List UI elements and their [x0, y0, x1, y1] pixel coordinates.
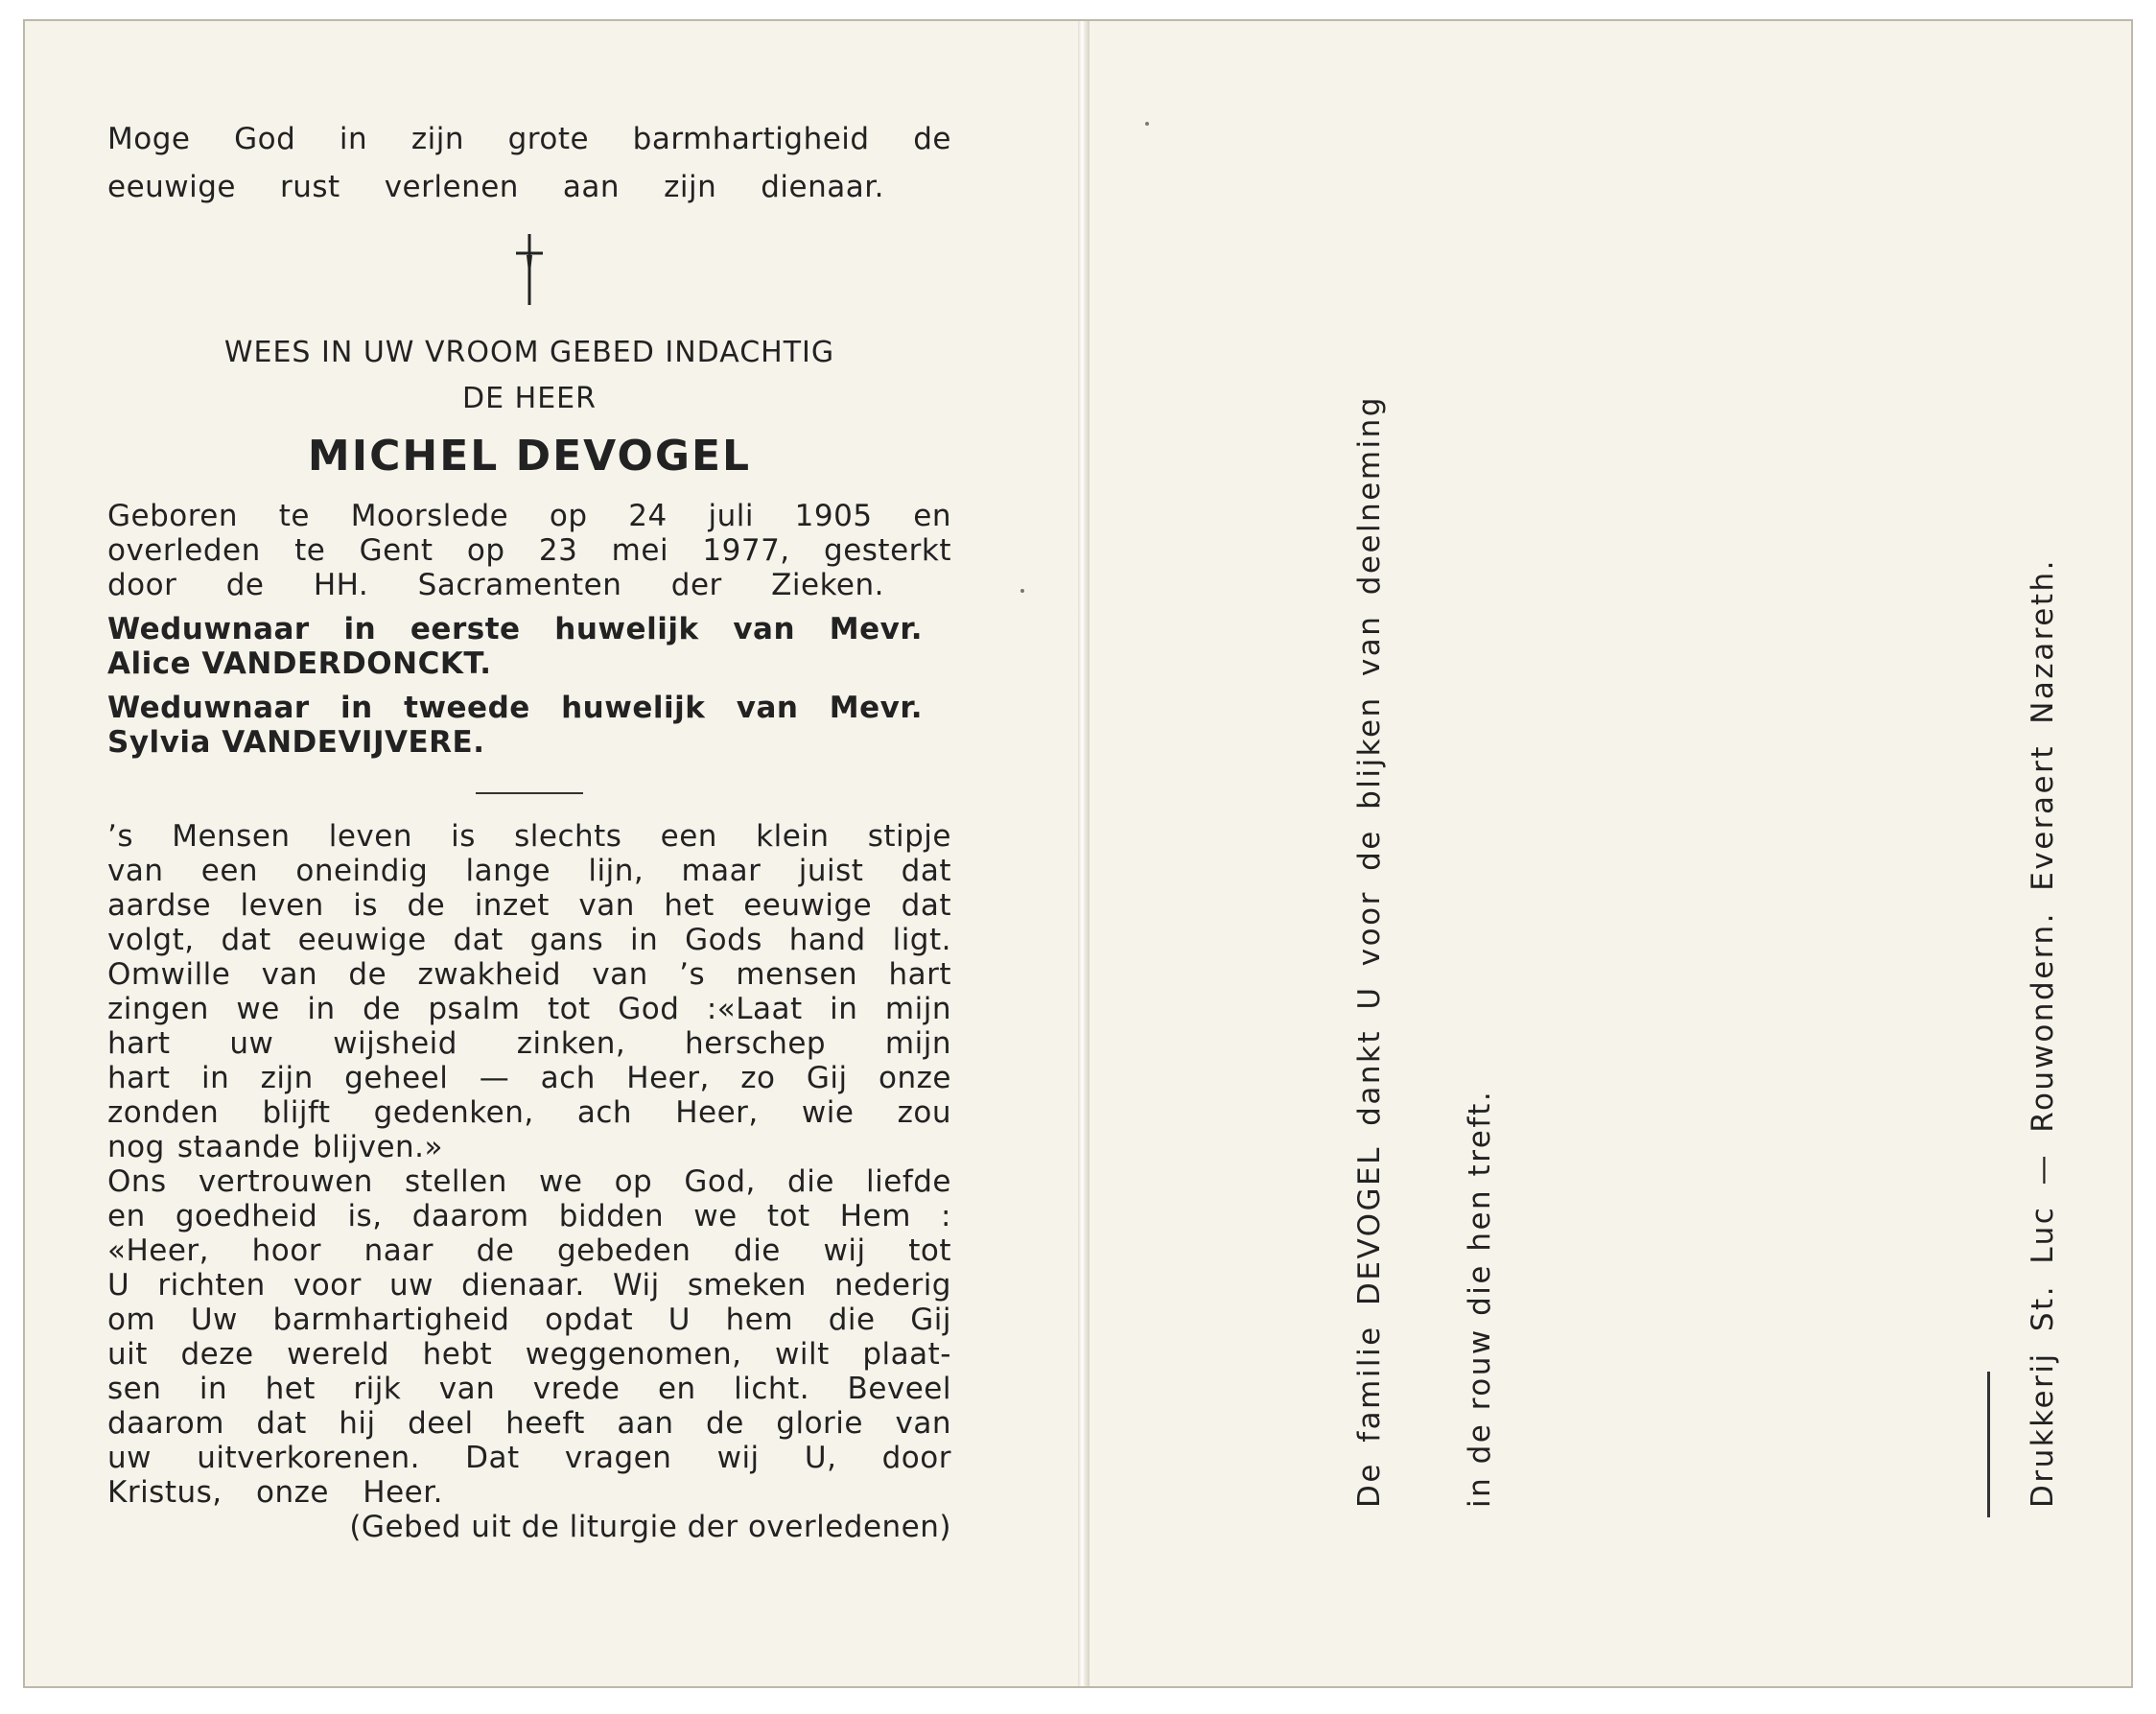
meditation-line: zingen we in de psalm tot God :«Laat in mijn	[107, 992, 951, 1026]
deceased-name: MICHEL DEVOGEL	[307, 432, 752, 481]
meditation-line: Kristus, onze Heer.	[107, 1475, 443, 1510]
meditation-line: van een oneindig lange lijn, maar juist dat	[107, 854, 951, 888]
first-marriage	[107, 612, 951, 681]
paper-speck	[1145, 122, 1149, 126]
info-line: door de HH. Sacramenten der Zieken.	[107, 568, 884, 602]
heading-line: DE HEER	[462, 382, 597, 415]
printer-divider	[1987, 1372, 1990, 1517]
meditation-line: nog staande blijven.»	[107, 1130, 443, 1164]
meditation-line: en goedheid is, daarom bidden we tot Hem :	[107, 1199, 951, 1233]
info-line: overleden te Gent op 23 mei 1977, gesterkt	[107, 533, 951, 568]
meditation-line: uit deze wereld hebt weggenomen, wilt plaat-	[107, 1337, 951, 1372]
heading-line: WEES IN UW VROOM GEBED INDACHTIG	[223, 336, 835, 369]
meditation-line: daarom dat hij deel heeft aan de glorie van	[107, 1406, 951, 1441]
meditation-line: «Heer, hoor naar de gebeden die wij tot	[107, 1233, 951, 1268]
thanks-line: De familie DEVOGEL dankt U voor de blijken van deelneming	[1352, 395, 1387, 1508]
meditation-line: om Uw barmhartigheid opdat U hem die Gij	[107, 1303, 951, 1337]
info-line: Alice VANDERDONCKT.	[107, 646, 492, 681]
thanks-line: in de rouw die hen treft.	[1463, 1089, 1497, 1508]
opening-prayer	[107, 115, 951, 211]
prayer-attribution: (Gebed uit de liturgie der overledenen)	[349, 1510, 951, 1544]
meditation-line: U richten voor uw dienaar. Wij smeken nederig	[107, 1268, 951, 1303]
meditation-line: hart uw wijsheid zinken, herschep mijn	[107, 1026, 951, 1061]
left-panel	[107, 115, 951, 1544]
info-line: Sylvia VANDEVIJVERE.	[107, 725, 485, 760]
meditation-line: ’s Mensen leven is slechts een klein stipje	[107, 819, 951, 854]
info-line: Weduwnaar in eerste huwelijk van Mevr.	[107, 612, 923, 646]
info-line: Geboren te Moorslede op 24 juli 1905 en	[107, 499, 951, 533]
cross-icon	[510, 232, 549, 307]
card-fold	[1078, 21, 1090, 1686]
paper-speck	[1020, 589, 1024, 593]
info-line: Weduwnaar in tweede huwelijk van Mevr.	[107, 691, 923, 725]
meditation-line: volgt, dat eeuwige dat gans in Gods hand ligt.	[107, 923, 951, 957]
meditation-line: zonden blijft gedenken, ach Heer, wie zou	[107, 1095, 951, 1130]
printer-imprint: Drukkerij St. Luc — Rouwondern. Everaert Nazareth.	[2026, 558, 2060, 1508]
prayer-line: eeuwige rust verlenen aan zijn dienaar.	[107, 170, 884, 204]
birth-death-info	[107, 499, 951, 602]
prayer-line: Moge God in zijn grote barmhartigheid de	[107, 122, 951, 156]
meditation-line: sen in het rijk van vrede en licht. Beveel	[107, 1372, 951, 1406]
meditation-line: aardse leven is de inzet van het eeuwige dat	[107, 888, 951, 923]
meditation-line: Omwille van de zwakheid van ’s mensen hart	[107, 957, 951, 992]
meditation-text	[107, 819, 951, 1544]
meditation-line: uw uitverkorenen. Dat vragen wij U, door	[107, 1441, 951, 1475]
second-marriage	[107, 691, 951, 760]
divider	[476, 792, 583, 794]
meditation-line: hart in zijn geheel — ach Heer, zo Gij onze	[107, 1061, 951, 1095]
meditation-line: Ons vertrouwen stellen we op God, die liefde	[107, 1164, 951, 1199]
